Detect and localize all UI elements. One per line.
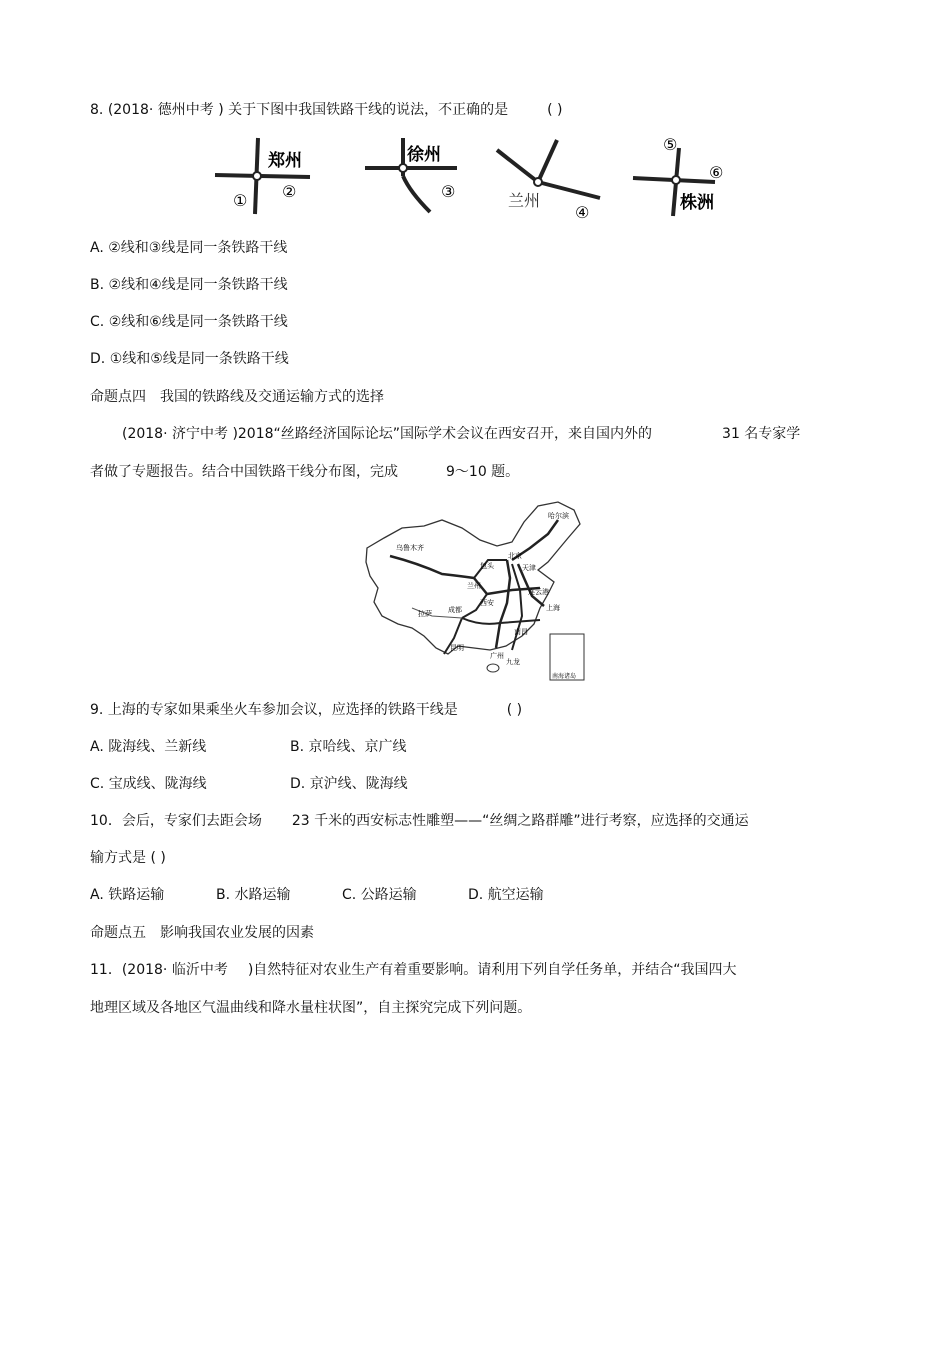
option-letter: D. [290,776,306,792]
beijing-guangzhou-railway [496,560,510,648]
q10-stem-line-1 [90,812,749,830]
q11-stem-line-2: 地理区域及各地区气温曲线和降水量柱状图”，自主探究完成下列问题。 [90,1000,532,1016]
option-text: ②线和③线是同一条铁路干线 [108,240,288,256]
q11-text-1: )自然特征对农业生产有着重要影响。请利用下列自学任务单，并结合“我国四大 [247,962,737,978]
q11-source: (2018· 临沂中考 [121,962,228,978]
intro-line-1b: 31 名专家学 [722,426,801,442]
marker-3: ③ [441,182,456,201]
city-label: 南昌 [514,628,528,636]
q8-option-d [90,350,289,368]
option-text: 京哈线、京广线 [308,739,407,755]
q10-option-a [90,886,164,904]
q11-number: 11． [90,962,122,978]
lanxin-railway [390,556,474,578]
q9-text: 上海的专家如果乘坐火车参加会议，应选择的铁路干线是 [107,702,458,718]
city-label: 上海 [546,604,560,612]
zhuzhou-junction [633,135,723,216]
marker-5: ⑤ [663,135,678,154]
city-label: 天津 [522,564,536,572]
hainan-island [487,664,499,672]
city-label: 乌鲁木齐 [396,544,424,552]
q10-stem-line-2: 输方式是 ( ) [90,850,166,866]
option-text: 京沪线、陇海线 [309,776,408,792]
q8-stem [90,101,562,119]
intro-line-1 [122,425,800,443]
topic-5-heading: 命题点五 影响我国农业发展的因素 [90,925,314,941]
option-letter: A. [90,240,104,256]
option-text: 宝成线、陇海线 [108,776,207,792]
option-text: 航空运输 [487,887,544,903]
option-text: 公路运输 [360,887,417,903]
china-railway-map [362,498,588,684]
marker-1: ① [233,191,248,210]
q8-answer-blank: ( ) [547,102,563,118]
q10-option-d [468,886,544,904]
city-label: 西安 [480,599,494,607]
option-letter: C. [90,776,105,792]
lanzhou-junction [497,140,600,222]
option-text: ②线和⑥线是同一条铁路干线 [108,314,288,330]
option-letter: A. [90,739,104,755]
q10-text-1: 会后，专家们去距会场 [121,813,262,829]
city-label: 昆明 [450,644,464,652]
q10-option-c [342,886,417,904]
city-label: 广州 [490,652,504,660]
q9-option-b [290,738,407,756]
q8-option-a [90,239,287,257]
option-text: 铁路运输 [108,887,165,903]
q8-number: 8. [90,102,104,118]
city-label: 哈尔滨 [548,512,569,520]
option-text: ①线和⑤线是同一条铁路干线 [109,351,289,367]
xuzhou-junction [365,138,457,212]
q8-source: (2018· 德州中考 ) [107,102,224,118]
option-letter: D. [468,887,484,903]
q9-number: 9. [90,702,104,718]
railway-junction-diagrams [205,130,745,225]
marker-2: ② [282,182,297,201]
option-letter: B. [90,277,105,293]
option-text: 陇海线、兰新线 [108,739,207,755]
option-letter: C. [90,314,105,330]
q10-option-b [216,886,291,904]
option-text: 水路运输 [234,887,291,903]
q8-option-c [90,313,288,331]
q9-answer-blank: ( ) [506,702,523,718]
city-label: 包头 [480,562,494,570]
intro-line-2a: 者做了专题报告。结合中国铁路干线分布图，完成 [90,464,398,480]
topic-4-heading: 命题点四 我国的铁路线及交通运输方式的选择 [90,389,384,405]
city-label: 连云港 [528,588,549,596]
zhuzhou-label: 株洲 [680,193,714,213]
q9-option-d [290,775,408,793]
city-label: 成都 [448,606,462,614]
city-label: 拉萨 [418,610,432,618]
intro-line-2 [90,463,519,481]
q10-number: 10． [90,813,122,829]
q9-option-a [90,738,206,756]
q9-stem [90,701,522,719]
marker-6: ⑥ [709,163,724,182]
option-letter: C. [342,887,357,903]
option-letter: A. [90,887,104,903]
q8-option-b [90,276,288,294]
city-label: 北京 [508,552,522,560]
q8-text: 关于下图中我国铁路干线的说法，不正确的是 [228,102,509,118]
option-letter: D. [90,351,106,367]
q9-option-c [90,775,207,793]
q10-text-2: 23 千米的西安标志性雕塑——“丝绸之路群雕”进行考察，应选择的交通运 [291,813,749,829]
xuzhou-label: 徐州 [407,145,441,165]
intro-line-1a: (2018· 济宁中考 )2018“丝路经济国际论坛”国际学术会议在西安召开，来自国内外的 [122,426,653,442]
zhengzhou-label: 郑州 [268,151,302,171]
inset-label: 南海诸岛 [552,673,577,680]
marker-4: ④ [575,203,590,222]
q11-stem-line-1 [90,961,737,979]
zhengzhou-junction [215,138,310,214]
option-letter: B. [290,739,305,755]
option-text: ②线和④线是同一条铁路干线 [108,277,288,293]
city-label: 九龙 [506,658,520,666]
option-letter: B. [216,887,231,903]
intro-line-2b: 9～10 题。 [446,464,520,480]
city-label: 兰州 [467,582,481,590]
lanzhou-label: 兰州 [508,191,541,210]
